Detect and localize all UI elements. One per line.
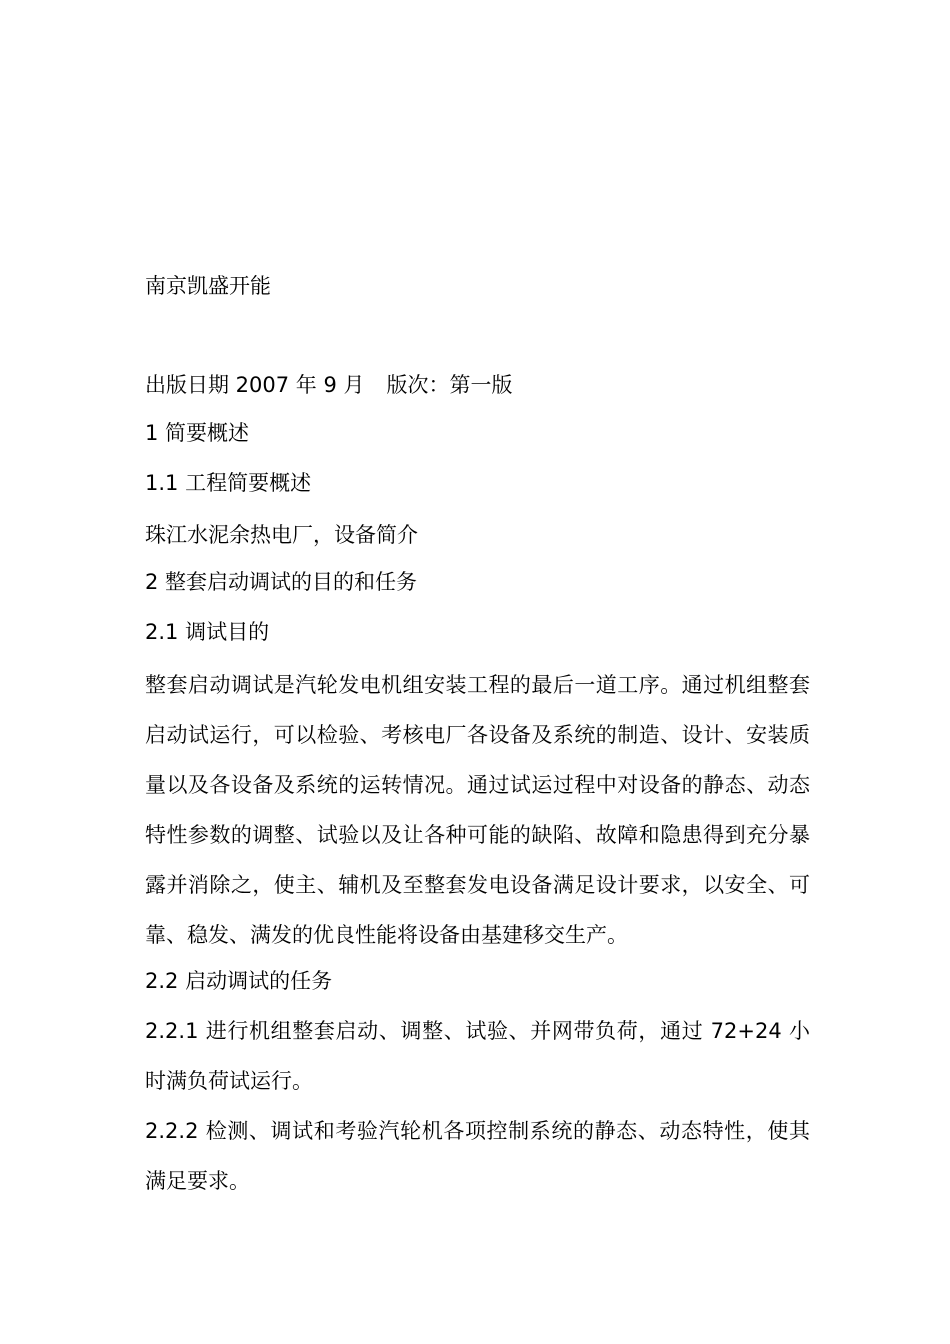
heading-1: 1 简要概述: [145, 421, 250, 445]
paragraph-2-1: 整套启动调试是汽轮发电机组安装工程的最后一道工序。通过机组整套启动试运行，可以检验、考核电厂各设备及系统的制造、设计、安装质量以及各设备及系统的运转情况。通过试运过程中对设备的静态、动态特性参数的调整、试验以及让各种可能的缺陷、故障和隐患得到充分暴露并消除之，使主、辅机及至整套发电设备满足设计要求，以安全、可靠、稳发、满发的优良性能将设备由基建移交生产。: [145, 673, 810, 947]
publish-date: 出版日期 2007 年 9 月: [145, 373, 365, 397]
heading-2-2: 2.2 启动调试的任务: [145, 969, 333, 993]
item-2-2-2: 2.2.2 检测、调试和考验汽轮机各项控制系统的静态、动态特性，使其满足要求。: [145, 1119, 810, 1193]
edition: 版次：第一版: [386, 373, 513, 397]
heading-2: 2 整套启动调试的目的和任务: [145, 570, 418, 594]
publish-info-line: [145, 370, 513, 400]
company-name: 南京凯盛开能: [145, 274, 271, 298]
heading-2-1: 2.1 调试目的: [145, 620, 270, 644]
heading-1-1: 1.1 工程简要概述: [145, 471, 312, 495]
item-2-2-1: 2.2.1 进行机组整套启动、调整、试验、并网带负荷，通过 72+24 小时满负荷试运行。: [145, 1019, 810, 1093]
paragraph-1-1: 珠江水泥余热电厂，设备简介: [145, 523, 418, 547]
